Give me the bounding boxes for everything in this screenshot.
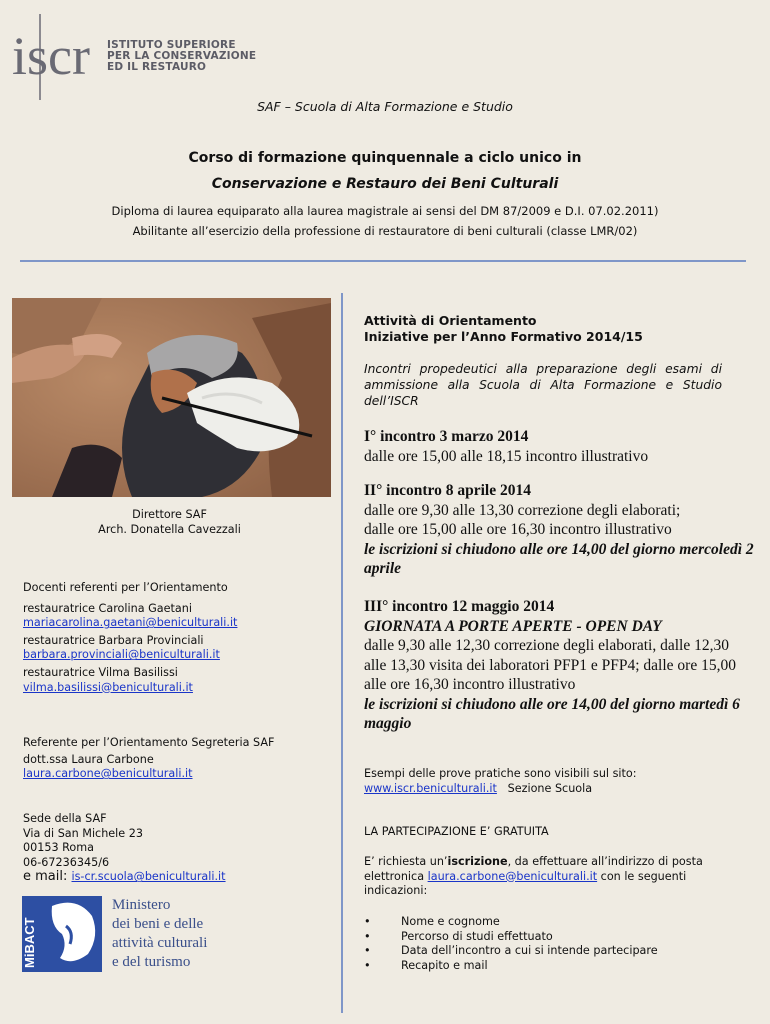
docente-name: restauratrice Carolina Gaetani	[23, 601, 192, 615]
meeting-1-time: dalle ore 15,00 alle 18,15 incontro illustrativo	[364, 447, 649, 465]
list-item: • Recapito e mail	[364, 959, 744, 974]
course-subtitle: Conservazione e Restauro dei Beni Culturali	[211, 176, 559, 192]
institute-line: ISTITUTO SUPERIORE	[107, 39, 236, 51]
director-title: Direttore SAF	[132, 508, 207, 521]
meeting-2-time: dalle ore 15,00 alle ore 16,30 incontro illustrativo	[364, 521, 672, 538]
director-name: Arch. Donatella Cavezzali	[98, 522, 241, 536]
docente-email-link[interactable]: mariacarolina.gaetani@beniculturali.it	[23, 616, 238, 630]
site-link[interactable]: www.iscr.beniculturali.it	[364, 781, 497, 795]
institute-line: ED IL RESTAURO	[107, 61, 207, 73]
qualification-note: Abilitante all’esercizio della professione di restauratore di beni culturali (classe LMR/02)	[132, 224, 638, 238]
course-title: Corso di formazione quinquennale a ciclo unico in	[188, 150, 582, 166]
mibact-logo	[22, 896, 242, 976]
column-divider	[341, 293, 343, 1013]
school-name: SAF – Scuola di Alta Formazione e Studio	[257, 99, 513, 114]
meeting-3-time: dalle 9,30 alle 12,30 correzione degli elaborati, dalle 12,30 alle 13,30 visita dei laboratori PFP1 e PFP4; dalle ore 15,00 alle ore 16,30 incontro illustrativo	[364, 637, 736, 693]
orientation-title: Attività di Orientamento	[364, 313, 537, 328]
registration-email-link[interactable]: laura.carbone@beniculturali.it	[427, 869, 598, 883]
registration-bold: iscrizione	[447, 855, 508, 868]
ministry-name	[112, 896, 207, 972]
docente-email-link[interactable]: barbara.provinciali@beniculturali.it	[23, 648, 220, 662]
sede-line: 00153 Roma	[23, 841, 95, 855]
segreteria-name: dott.ssa Laura Carbone	[23, 752, 154, 766]
meeting-3-subtitle: GIORNATA A PORTE APERTE - OPEN DAY	[364, 617, 662, 635]
docente-name: restauratrice Vilma Basilissi	[23, 665, 178, 679]
sede-line: 06-67236345/6	[23, 855, 110, 869]
email-label: e mail:	[23, 869, 72, 885]
meeting-2	[364, 481, 754, 579]
orientation-heading	[364, 313, 724, 345]
list-item: • Percorso di studi effettuato	[364, 930, 744, 945]
director-block	[0, 508, 339, 537]
intro-text: Incontri propedeutici alla preparazione degli esami di ammissione alla Scuola di Alta Formazione e Studio dell’ISCR	[364, 362, 722, 408]
diploma-note: Diploma di laurea equiparato alla laurea magistrale ai sensi del DM 87/2009 e D.I. 07.02.2011)	[111, 204, 659, 218]
ministry-line: Ministero	[112, 897, 171, 913]
docenti-title: Docenti referenti per l’Orientamento	[23, 581, 228, 594]
meeting-2-time: dalle ore 9,30 alle 13,30 correzione degli elaborati;	[364, 501, 681, 519]
orientation-year: Iniziative per l’Anno Formativo 2014/15	[364, 329, 643, 344]
segreteria-email-link[interactable]: laura.carbone@beniculturali.it	[23, 767, 193, 781]
segreteria-title: Referente per l’Orientamento Segreteria SAF	[23, 736, 275, 749]
mibact-badge-text: MiBACT	[22, 917, 37, 968]
registration-text	[364, 855, 726, 899]
registration-mid: , da effettuare all’indirizzo di posta elettronica	[364, 855, 703, 883]
meeting-1	[364, 427, 754, 466]
ministry-line: attività culturali	[112, 935, 208, 951]
meeting-3-title: III° incontro 12 maggio 2014	[364, 598, 555, 615]
meeting-2-title: II° incontro 8 aprile 2014	[364, 482, 531, 499]
list-item: • Data dell’incontro a cui si intende partecipare	[364, 944, 744, 959]
institute-line: PER LA CONSERVAZIONE	[107, 50, 257, 62]
requirements-list	[364, 915, 744, 973]
sede-line: Via di San Michele 23	[23, 826, 143, 840]
free-participation: LA PARTECIPAZIONE E’ GRATUITA	[364, 825, 549, 838]
school-email-link[interactable]: is-cr.scuola@beniculturali.it	[71, 870, 226, 884]
restoration-photo	[12, 298, 331, 497]
list-item: • Nome e cognome	[364, 915, 744, 930]
sede-line: Sede della SAF	[23, 812, 107, 825]
meeting-2-note: le iscrizioni si chiudono alle ore 14,00 del giorno mercoledì 2 aprile	[364, 540, 754, 577]
iscr-logo	[12, 14, 102, 100]
registration-post: con le seguenti indicazioni:	[364, 869, 687, 898]
institute-name	[107, 40, 256, 73]
sede-block	[23, 812, 333, 885]
header-divider	[20, 260, 746, 262]
examples-text: Esempi delle prove pratiche sono visibili sul sito:	[364, 767, 637, 780]
docenti-block	[23, 581, 333, 695]
site-section: Sezione Scuola	[496, 781, 593, 795]
logo-mark-text: iscr	[12, 26, 90, 86]
meeting-3	[364, 597, 754, 734]
docente-name: restauratrice Barbara Provinciali	[23, 633, 204, 647]
docente-email-link[interactable]: vilma.basilissi@beniculturali.it	[23, 680, 193, 694]
registration-pre: E’ richiesta un’	[364, 855, 448, 868]
examples-block	[364, 767, 744, 796]
segreteria-block	[23, 736, 333, 782]
ministry-line: e del turismo	[112, 954, 191, 970]
ministry-line: dei beni e delle	[112, 916, 204, 932]
meeting-3-note: le iscrizioni si chiudono alle ore 14,00 del giorno martedì 6 maggio	[364, 695, 740, 732]
meeting-1-title: I° incontro 3 marzo 2014	[364, 428, 529, 445]
